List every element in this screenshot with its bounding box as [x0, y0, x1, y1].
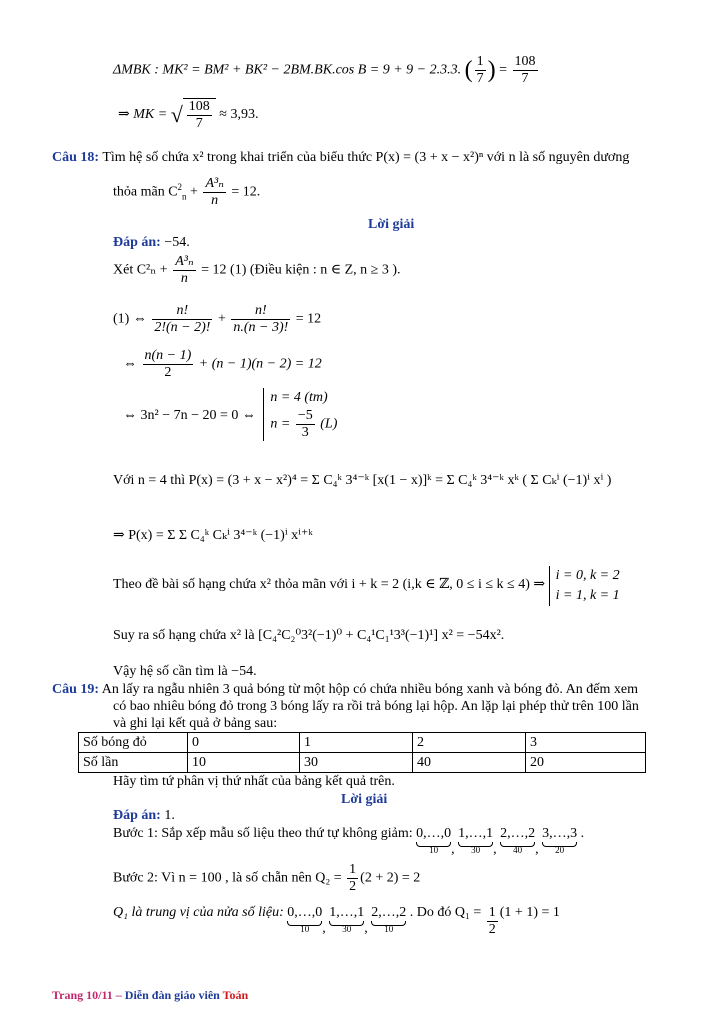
q19-solution-title: Lời giải: [341, 792, 388, 807]
q19-answer: Đáp án: 1.: [113, 808, 175, 823]
q19-step1: Bước 1: Sắp xếp mẫu số liệu theo thứ tự không giảm: 0,…,0 10 , 1,…,1 30 , 2,…,2 40 , 3,…,3 20 .: [113, 826, 585, 857]
q19-label: Câu 19:: [52, 682, 100, 697]
q19-question: Hãy tìm tứ phân vị thứ nhất của bảng kết quả trên.: [113, 774, 395, 789]
footer-forum: Diễn đàn giáo viên: [124, 988, 223, 1002]
q18-conclusion: Vậy hệ số cần tìm là −54.: [113, 664, 257, 679]
q18-xet: Xét C²ₙ + $\frac{\text{A³ₙ}}{n}$ = 12 (1) (Điều kiện : n ∈ Z, n ≥ 3 ).: [113, 254, 401, 286]
q18-step7: Suy ra số hạng chứa x² là [C₄²C₂⁰3²(−1)⁰ + C₄¹C₁¹3³(−1)¹] x² = −54x².: [113, 628, 505, 643]
q18-step2: ⇔ $\frac{n(n - 1)}{2}$ + (n − 1)(n − 2) = 12: [123, 348, 322, 380]
q19-step2: Bước 2: Vì n = 100 , là số chẵn nên Q₂ = $\frac{1}{2}$ (2 + 2) = 2: [113, 862, 421, 894]
footer-subject: Toán: [222, 988, 249, 1002]
red-ball-table: [78, 732, 646, 773]
mk-result: ⇒ MK = √ $\frac{108}{7}$ ≈ 3,93.: [118, 99, 259, 131]
table-row: Số bóng đỏ 0 1 2 3: [79, 733, 646, 753]
footer-page: Trang 10/11 –: [52, 988, 125, 1002]
q18-statement: Câu 18: Tìm hệ số chứa x² trong khai triển của biểu thức P(x) = (3 + x − x²)ⁿ với n là số nguyên dương: [52, 150, 630, 165]
q18-step3: ⇔ 3n² − 7n − 20 = 0 ⇔ n = 4 (tm) n = $\frac{-5}{3}$ (L): [123, 390, 338, 440]
q18-label: Câu 18:: [52, 150, 100, 165]
table-row: Số lần 10 30 40 20: [79, 753, 646, 773]
q18-step1: (1) ⇔ $\frac{n!}{2!(n - 2)!}$ + $\frac{n!}{n.(n - 3)!}$ = 12: [113, 303, 322, 335]
q18-answer: Đáp án: −54.: [113, 235, 190, 250]
q18-condition: thỏa mãn $C^2_n$ + $\frac{\text{A³ₙ}}{n}$ = 12.: [113, 176, 261, 208]
q19-step3: Q₁ là trung vị của nửa số liệu: 0,…,0 10 , 1,…,1 30 , 2,…,2 10 . Do đó Q₁ = $\frac{1}{2}$ (1 + 1) = 1: [113, 905, 560, 937]
q18-step4: Với n = 4 thì P(x) = (3 + x − x²)⁴ = Σ C₄ᵏ 3⁴⁻ᵏ [x(1 − x)]ᵏ = Σ C₄ᵏ 3⁴⁻ᵏ xᵏ ( Σ Cₖⁱ (−1)ⁱ xⁱ ): [113, 473, 612, 488]
q18-step5: ⇒ P(x) = Σ Σ C₄ᵏ Cₖⁱ 3⁴⁻ᵏ (−1)ⁱ xⁱ⁺ᵏ: [113, 528, 313, 543]
q19-statement-2: có bao nhiêu bóng đỏ trong 3 bóng lấy ra rồi trả bóng lại hộp. An lặp lại phép thử trên 100 lần: [113, 699, 639, 714]
q19-statement-3: và ghi lại kết quả ở bảng sau:: [113, 716, 278, 731]
q19-statement: Câu 19: An lấy ra ngẫu nhiên 3 quả bóng từ một hộp có chứa nhiều bóng xanh và bóng đỏ. An đếm xem: [52, 682, 638, 697]
frac-1-7: $\frac{1}{7}$: [476, 54, 484, 86]
frac-108-7: $\frac{108}{7}$: [514, 54, 536, 86]
page-footer: [52, 988, 248, 1003]
mbk-equation: ΔMBK : MK² = BM² + BK² − 2BM.BK.cos B = 9 + 9 − 2.3.3. ( $\frac{1}{7}$ ) = $\frac{108}{7}$: [113, 54, 536, 86]
mbk-eq-text: ΔMBK : MK² = BM² + BK² − 2BM.BK.cos B = 9 + 9 − 2.3.3.: [113, 62, 462, 78]
q18-step6: Theo đề bài số hạng chứa x² thỏa mãn với i + k = 2 (i,k ∈ ℤ, 0 ≤ i ≤ k ≤ 4) ⇒ i = 0, k = 2 i = 1, k = 1: [113, 566, 620, 606]
q18-solution-title: Lời giải: [368, 217, 415, 232]
